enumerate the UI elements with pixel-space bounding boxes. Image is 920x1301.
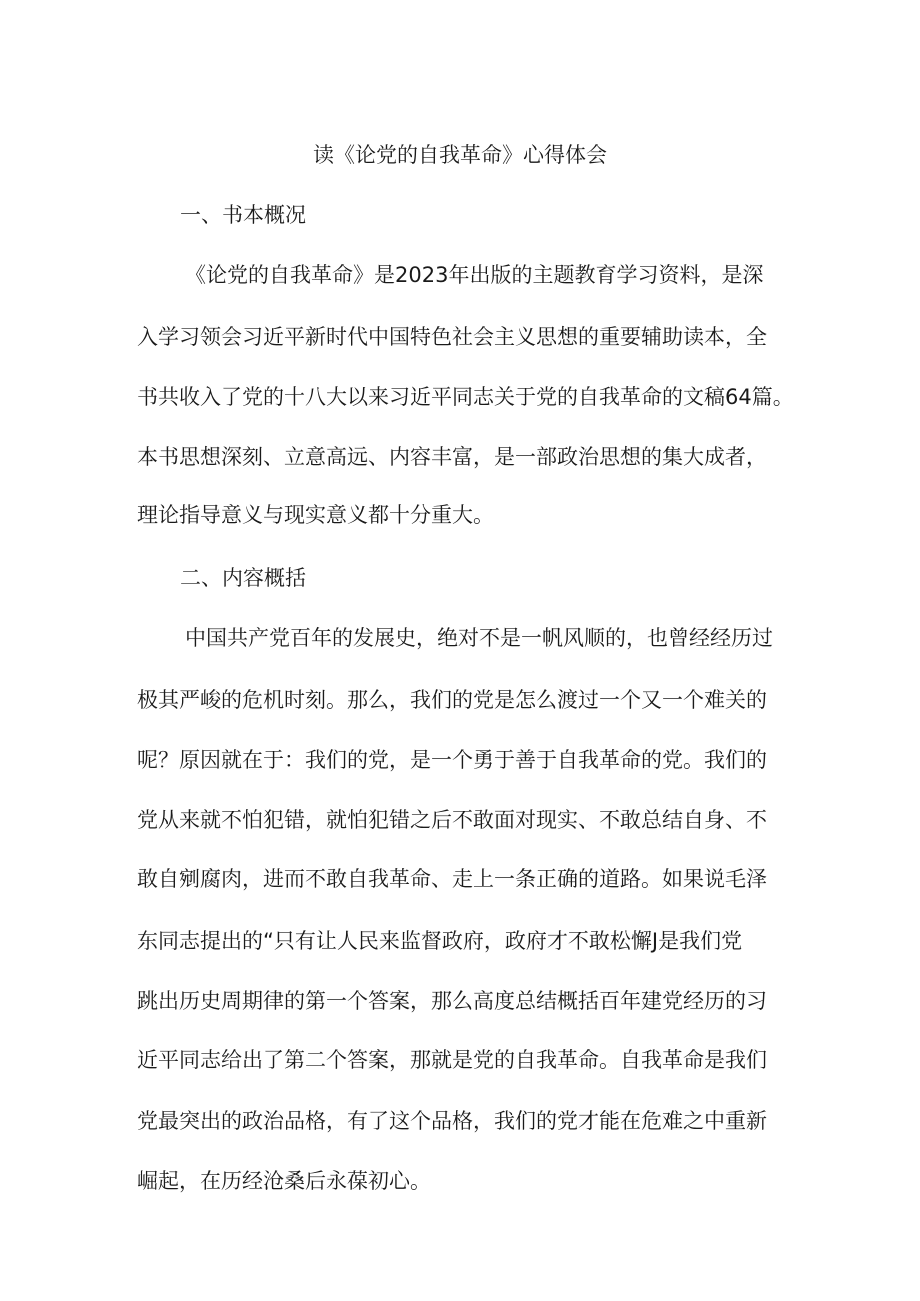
paragraph-line: 党从来就不怕犯错，就怕犯错之后不敢面对现实、不敢总结自身、不 [137,808,767,832]
paragraph-line: 极其严峻的危机时刻。那么，我们的党是怎么渡过一个又一个难关的 [137,688,767,712]
paragraph-line: 《论党的自我革命》是2023年出版的主题教育学习资料，是深 [185,263,764,287]
paragraph-line: 近平同志给出了第二个答案，那就是党的自我革命。自我革命是我们 [137,1048,767,1072]
paragraph-line: 入学习领会习近平新时代中国特色社会主义思想的重要辅助读本，全 [137,325,767,349]
document-title: 读《论党的自我革命》心得体会 [313,143,607,167]
section-heading: 二、内容概括 [180,566,306,590]
paragraph-line: 中国共产党百年的发展史，绝对不是一帆风顺的，也曾经经历过 [185,626,773,650]
paragraph-line: 崛起，在历经沧桑后永葆初心。 [137,1169,431,1193]
paragraph-line: 呢？原因就在于：我们的党，是一个勇于善于自我革命的党。我们的 [137,748,767,772]
paragraph-line: 本书思想深刻、立意高远、内容丰富，是一部政治思想的集大成者， [137,445,767,469]
section-heading: 一、书本概况 [180,203,306,227]
paragraph-line: 跳出历史周期律的第一个答案，那么高度总结概括百年建党经历的习 [137,989,767,1013]
paragraph-line: 理论指导意义与现实意义都十分重大。 [137,503,494,527]
paragraph-line: 党最突出的政治品格，有了这个品格，我们的党才能在危难之中重新 [137,1109,767,1133]
paragraph-line: 书共收入了党的十八大以来习近平同志关于党的自我革命的文稿64篇。 [137,385,794,409]
paragraph-line: 东同志提出的“只有让人民来监督政府，政府才不敢松懈J是我们党 [137,929,743,953]
paragraph-line: 敢自剜腐肉，进而不敢自我革命、走上一条正确的道路。如果说毛泽 [137,867,767,891]
